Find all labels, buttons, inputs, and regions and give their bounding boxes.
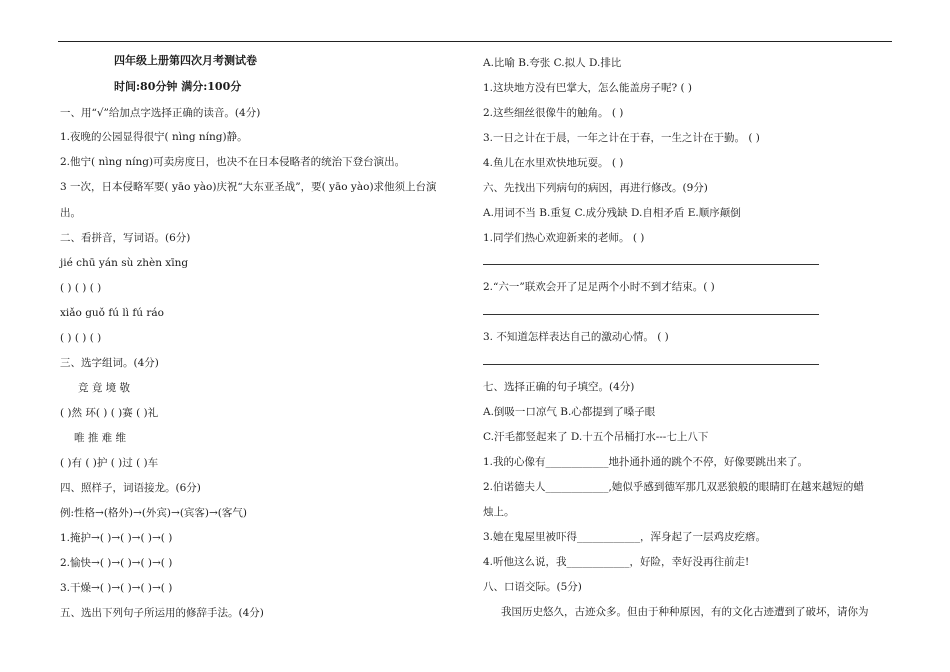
section-4-heading: 四、照样子，词语接龙。(6分) (60, 482, 201, 494)
char-choices-1: 竞 竟 境 敬 (78, 382, 131, 394)
answer-blanks-row-1: ( ) ( ) ( ) (60, 282, 102, 294)
answer-line-2 (483, 314, 819, 315)
q1-item-3: 3 一次，日本侵略军要( yāo yào)庆祝“大东亚圣战”，要( yāo yào)求他须上台演 (60, 181, 437, 193)
answer-blanks-row-2: ( ) ( ) ( ) (60, 332, 102, 344)
section-7-heading: 七、选择正确的句子填空。(4分) (483, 381, 635, 393)
q5-item-3: 3.一日之计在于晨，一年之计在于春，一生之计在于勤。 ( ) (483, 132, 760, 144)
section-5-heading: 五、选出下列句子所运用的修辞手法。(4分) (60, 607, 264, 619)
exam-time-score: 时间:80分钟 满分:100分 (114, 80, 242, 93)
q4-item-3: 3.干燥→( )→( )→( )→( ) (60, 582, 173, 594)
q1-item-2: 2.他宁( nìng níng)可卖房度日，也决不在日本侵略者的统治下登台演出。 (60, 156, 406, 168)
q5-options: A.比喻 B.夸张 C.拟人 D.排比 (483, 57, 622, 69)
word-blanks-row-2: ( )有 ( )护 ( )过 ( )车 (60, 457, 159, 469)
q7-options-cd: C.汗毛都竖起来了 D.十五个吊桶打水---七上八下 (483, 431, 709, 443)
q6-item-3: 3. 不知道怎样表达自己的激动心情。 ( ) (483, 331, 669, 343)
section-8-heading: 八、口语交际。(5分) (483, 581, 582, 593)
q6-item-2: 2.“六一”联欢会开了足足两个小时不到才结束。( ) (483, 281, 715, 293)
q1-item-1: 1.夜晚的公园显得很宁( nìng níng)静。 (60, 131, 248, 143)
answer-line-3 (483, 364, 819, 365)
section-3-heading: 三、选字组词。(4分) (60, 357, 159, 369)
section-1-heading: 一、用“√”给加点字选择正确的读音。(4分) (60, 107, 261, 119)
pinyin-row-1: jié chū yán sù zhèn xīng (60, 257, 189, 269)
q7-item-1: 1.我的心像有____________地扑通扑通的跳个不停，好像要跳出来了。 (483, 456, 809, 468)
q7-item-2: 2.伯诺德夫人____________,她似乎感到德军那几双恶狼般的眼睛盯在越来越短的蜡 (483, 481, 864, 493)
q4-item-2: 2.愉快→( )→( )→( )→( ) (60, 557, 173, 569)
q5-item-2: 2.这些细丝很像牛的触角。 ( ) (483, 107, 624, 119)
pinyin-row-2: xiǎo guǒ fú lì fú ráo (60, 307, 164, 319)
q4-item-1: 1.掩护→( )→( )→( )→( ) (60, 532, 173, 544)
word-blanks-row-1: ( )然 环( ) ( )赛 ( )礼 (60, 407, 159, 419)
q6-options: A.用词不当 B.重复 C.成分残缺 D.自相矛盾 E.顺序颠倒 (483, 207, 741, 219)
section-6-heading: 六、先找出下列病句的病因，再进行修改。(9分) (483, 182, 708, 194)
q7-item-4: 4.听他这么说，我____________，好险，幸好没再往前走! (483, 556, 750, 568)
q7-options-ab: A.倒吸一口凉气 B.心都提到了嗓子眼 (483, 406, 656, 418)
section-2-heading: 二、看拼音，写词语。(6分) (60, 232, 191, 244)
top-rule (58, 41, 892, 42)
q4-example: 例:性格→(格外)→(外宾)→(宾客)→(客气) (60, 507, 247, 519)
q5-item-4: 4.鱼儿在水里欢快地玩耍。 ( ) (483, 157, 624, 169)
q7-item-2-cont: 烛上。 (483, 506, 515, 518)
q1-item-3-cont: 出。 (60, 207, 81, 219)
q6-item-1: 1.同学们热心欢迎新来的老师。 ( ) (483, 232, 645, 244)
q7-item-3: 3.她在鬼屋里被吓得____________，浑身起了一层鸡皮疙瘩。 (483, 531, 767, 543)
answer-line-1 (483, 264, 819, 265)
q5-item-1: 1.这块地方没有巴掌大，怎么能盖房子呢? ( ) (483, 82, 693, 94)
q8-text: 我国历史悠久，古迹众多。但由于种种原因，有的文化古迹遭到了破坏，请你为 (501, 606, 869, 618)
exam-title: 四年级上册第四次月考测试卷 (114, 54, 257, 67)
char-choices-2: 唯 推 难 维 (74, 432, 127, 444)
